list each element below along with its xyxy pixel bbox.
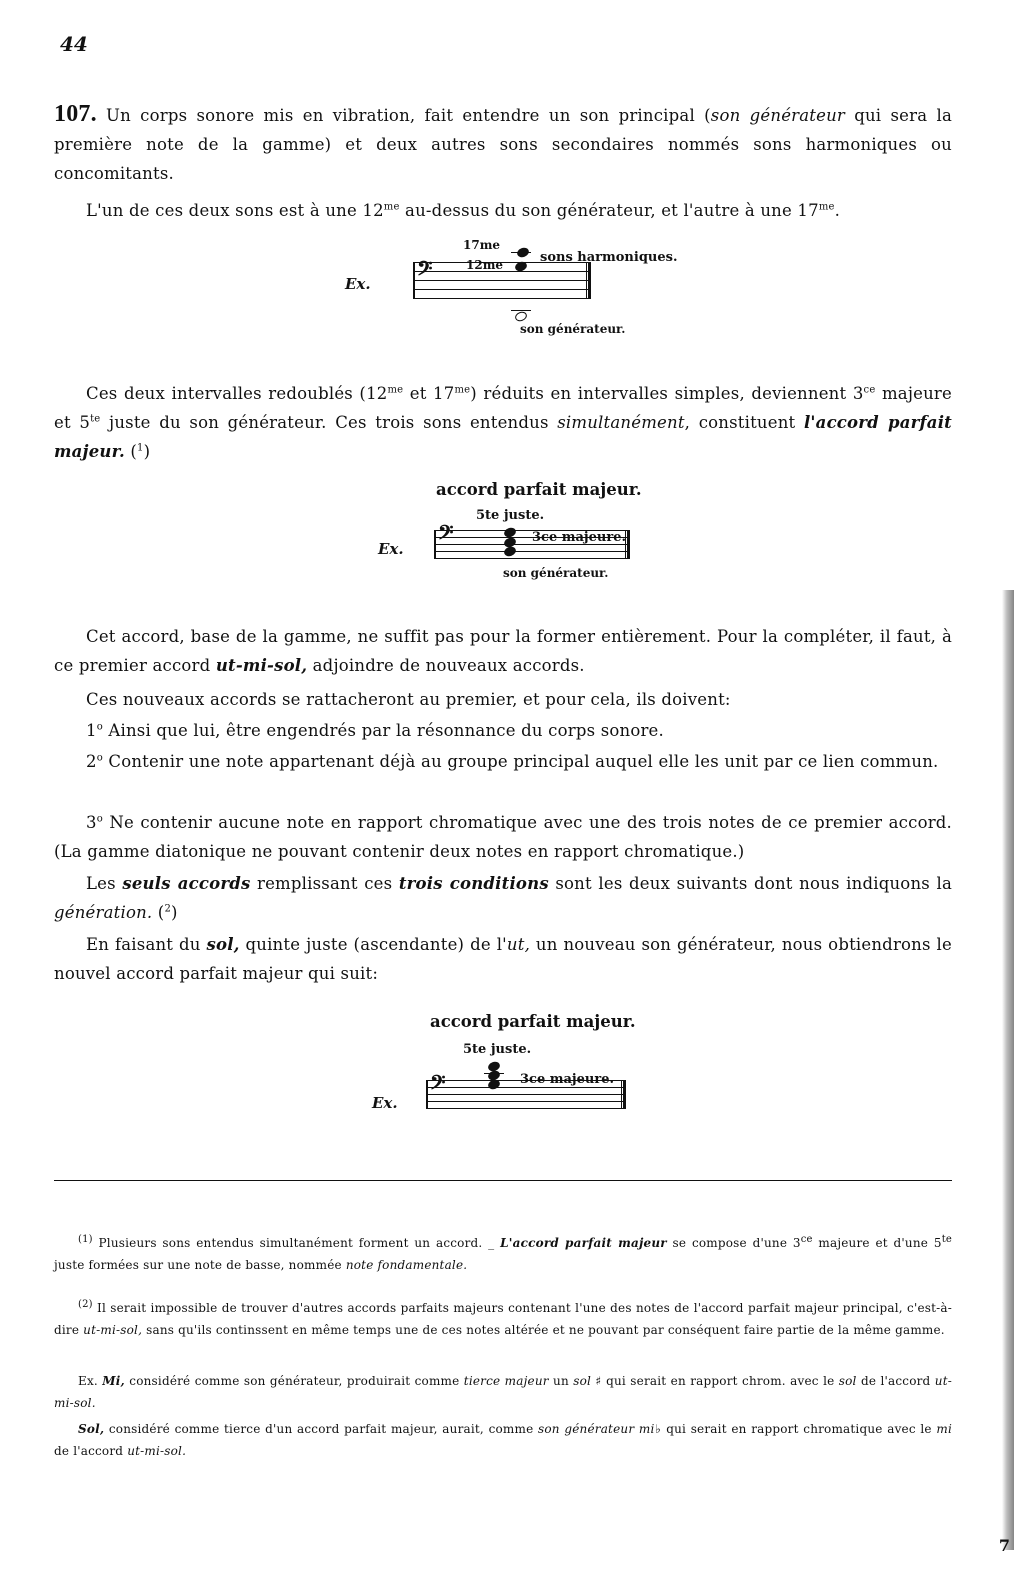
superscript: me: [387, 384, 404, 396]
label-fifth: 5te juste.: [476, 508, 545, 523]
text: Il serait impossible de trouver d'autres accords parfaits majeurs contenant l'une des notes de l'accord parfait majeur principal, c'est-à-dire: [54, 1301, 952, 1337]
example-label: Ex.: [372, 1094, 398, 1112]
bass-clef-icon: 𝄢: [438, 521, 454, 549]
text-italic: L'accord parfait majeur: [500, 1236, 667, 1250]
footnote-rule: [54, 1180, 952, 1181]
text: un: [548, 1374, 574, 1388]
text-italic: seuls accords: [122, 874, 251, 893]
text-italic: tierce majeur: [463, 1374, 549, 1388]
scan-edge-shadow: [1002, 590, 1014, 1550]
text-italic: sol: [573, 1374, 592, 1388]
paragraph-accord-parfait: [54, 379, 952, 466]
text: considéré comme tierce d'un accord parfait majeur, aurait, comme: [104, 1422, 539, 1436]
text: 3: [86, 813, 97, 832]
text: .: [834, 201, 841, 220]
text: Contenir une note appartenant déjà au groupe principal auquel elle les unit par ce lien commun.: [102, 752, 939, 771]
text: 1: [86, 721, 97, 740]
corner-mark: 7: [998, 1536, 1010, 1555]
text: remplissant ces: [250, 874, 399, 893]
footnote-mark: (2): [78, 1299, 93, 1310]
text-italic: ut,: [506, 935, 531, 954]
superscript: te: [90, 413, 101, 425]
text-italic: l'accord parfait majeur.: [54, 413, 952, 461]
section-number: 107.: [54, 101, 97, 127]
text: ) réduits en intervalles simples, deviennent 3: [470, 384, 864, 403]
text: Plusieurs sons entendus simultanément forment un accord. _: [92, 1236, 501, 1250]
example-label: Ex.: [378, 540, 404, 558]
text-italic: Sol,: [78, 1422, 105, 1436]
text: ): [143, 442, 151, 461]
text: de l'accord: [54, 1444, 128, 1458]
text: Ex.: [78, 1374, 103, 1388]
page-number: 44: [60, 32, 88, 56]
text: Cet accord, base de la gamme, ne suffit pas pour la former entièrement. Pour la compléter, il faut, à ce premier accord: [54, 627, 952, 675]
label-fifth: 5te juste.: [463, 1042, 532, 1057]
text: Un corps sonore mis en vibration, fait entendre un son principal (: [106, 106, 711, 125]
text-italic: ut-mi-sol.: [54, 1374, 953, 1410]
text: (: [124, 442, 138, 461]
text: de l'accord: [856, 1374, 935, 1388]
text-italic: sol: [838, 1374, 857, 1388]
label-son-generateur: son générateur.: [503, 566, 609, 580]
footnote-ref: 2: [164, 903, 172, 915]
text: ): [171, 903, 178, 922]
paragraph-nouveaux: Ces nouveaux accords se rattacheront au premier, et pour cela, ils doivent:: [86, 690, 731, 709]
text-italic: ut-mi-sol,: [215, 656, 308, 675]
footnote-1: [54, 1232, 952, 1276]
footnote-2: [54, 1297, 952, 1341]
text: sans qu'ils continssent en même temps une de ces notes altérée et ne pouvant par conséquent faire partie de la même gamme.: [142, 1323, 945, 1337]
text: majeure et d'une 5: [812, 1236, 942, 1250]
paragraph-condition-1: [54, 716, 952, 745]
superscript: ce: [863, 384, 876, 396]
example-heading: accord parfait majeur.: [436, 480, 642, 499]
footnote-2-example-sol: [54, 1418, 952, 1462]
paragraph-cet-accord: [54, 622, 952, 680]
text: Les: [86, 874, 123, 893]
text: L'un de ces deux sons est à une 12: [86, 201, 384, 220]
text: En faisant du: [86, 935, 207, 954]
text-italic: sol,: [206, 935, 240, 954]
example-heading: accord parfait majeur.: [430, 1012, 636, 1031]
superscript: o: [96, 752, 103, 764]
text: qui serait en rapport chromatique avec le: [661, 1422, 937, 1436]
paragraph-condition-2: [54, 747, 952, 776]
text-italic: mi: [936, 1422, 952, 1436]
superscript: me: [454, 384, 471, 396]
text: Ces deux intervalles redoublés (12: [86, 384, 388, 403]
label-son-generateur: son générateur.: [520, 322, 626, 336]
text-italic: simultanément: [557, 413, 685, 432]
note-head: [503, 545, 517, 558]
text: Ainsi que lui, être engendrés par la résonnance du corps sonore.: [102, 721, 664, 740]
paragraph-intervals: [54, 196, 952, 225]
label-third: 3ce majeure.: [520, 1072, 615, 1087]
text: se compose d'une 3: [666, 1236, 801, 1250]
text-italic: Mi,: [102, 1374, 125, 1388]
superscript: me: [818, 201, 835, 213]
text: 2: [86, 752, 97, 771]
text: un nouveau son générateur, nous obtiendrons le nouvel accord parfait majeur qui suit:: [54, 935, 952, 983]
text: majeure et 5: [54, 384, 952, 432]
text: (: [152, 903, 165, 922]
text: juste formées sur une note de basse, nommée: [54, 1258, 346, 1272]
text: sont les deux suivants dont nous indiquons la: [548, 874, 953, 893]
text-italic: ut-mi-sol.: [127, 1444, 187, 1458]
footnote-2-example-mi: [54, 1370, 952, 1414]
text: qui sera la première note de la gamme) et deux autres sons secondaires nommés sons harmoniques ou concomitants.: [54, 106, 952, 183]
footnote-ref: 1: [137, 442, 144, 454]
superscript: o: [96, 813, 103, 825]
superscript: me: [383, 201, 400, 213]
text-italic: trois conditions: [398, 874, 549, 893]
text: Ne contenir aucune note en rapport chromatique avec une des trois notes de ce premier accord. (La gamme diatonique ne pouvant contenir deux notes en rapport chromatique.): [54, 813, 952, 861]
text: et 17: [403, 384, 455, 403]
superscript: o: [96, 721, 103, 733]
paragraph-107: [54, 100, 952, 188]
paragraph-condition-3: [54, 808, 952, 866]
text: quinte juste (ascendante) de l': [239, 935, 507, 954]
label-12me: 12me: [466, 258, 504, 272]
label-sons-harmoniques: sons harmoniques.: [540, 250, 678, 265]
text: considéré comme son générateur, produirait comme: [124, 1374, 464, 1388]
bass-clef-icon: 𝄢: [417, 257, 433, 285]
paragraph-seuls-accords: [54, 869, 952, 927]
text: au-dessus du son générateur, et l'autre à une 17: [399, 201, 819, 220]
text: , constituent: [684, 413, 804, 432]
text-italic: génération.: [54, 903, 153, 922]
text: juste du son générateur. Ces trois sons entendus: [100, 413, 558, 432]
bass-clef-icon: 𝄢: [430, 1071, 446, 1099]
label-third: 3ce majeure.: [532, 530, 627, 545]
superscript: te: [941, 1234, 953, 1245]
paragraph-en-faisant: [54, 930, 952, 988]
text-italic: son générateur: [710, 106, 845, 125]
text-italic: son générateur mi♭: [538, 1422, 662, 1436]
text-italic: ut-mi-sol,: [83, 1323, 143, 1337]
superscript: ce: [800, 1234, 813, 1245]
label-17me: 17me: [463, 238, 501, 252]
text: ♯ qui serait en rapport chrom. avec le: [591, 1374, 839, 1388]
note-head: [514, 310, 528, 323]
footnote-mark: (1): [78, 1234, 93, 1245]
text: adjoindre de nouveaux accords.: [307, 656, 585, 675]
example-label: Ex.: [345, 275, 371, 293]
text-italic: note fondamentale.: [345, 1258, 468, 1272]
